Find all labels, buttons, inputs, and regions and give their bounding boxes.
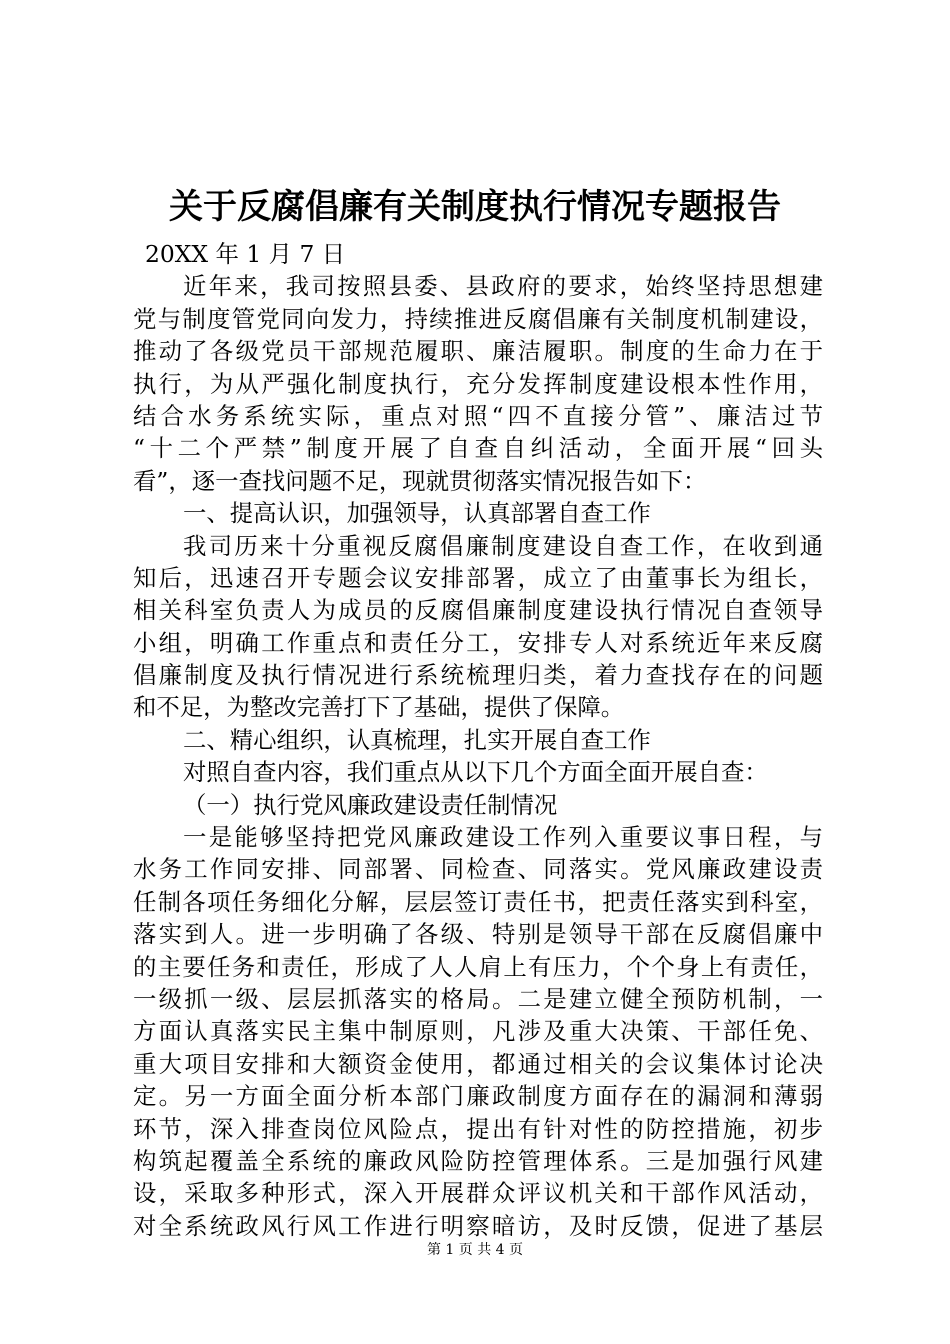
paragraph-line: 看”，逐一查找问题不足，现就贯彻落实情况报告如下： [133,466,707,495]
paragraph-line: 落实到人。进一步明确了各级、特别是领导干部在反腐倡廉中 [133,920,823,949]
paragraph-line: 环节，深入排查岗位风险点，提出有针对性的防控措施，初步 [133,1114,823,1143]
paragraph-line: 知后，迅速召开专题会议安排部署，成立了由董事长为组长， [133,563,823,592]
paragraph-line: 方面认真落实民主集中制原则，凡涉及重大决策、干部任免、 [133,1017,823,1046]
paragraph-line: 倡廉制度及执行情况进行系统梳理归类，着力查找存在的问题 [133,661,823,690]
paragraph-line: 二、精心组织，认真梳理，扎实开展自查工作 [183,725,651,754]
document-title: 关于反腐倡廉有关制度执行情况专题报告 [169,187,781,227]
paragraph-line: “十二个严禁”制度开展了自查自纠活动，全面开展“回头 [133,434,823,463]
paragraph-line: 构筑起覆盖全系统的廉政风险防控管理体系。三是加强行风建 [133,1146,823,1175]
paragraph-line: 近年来，我司按照县委、县政府的要求，始终坚持思想建 [183,272,823,301]
paragraph-line: 和不足，为整改完善打下了基础，提供了保障。 [133,693,625,722]
document-date: 20XX 年 1 月 7 日 [145,240,346,268]
paragraph-line: （一）执行党风廉政建设责任制情况 [183,790,558,819]
paragraph-line: 一是能够坚持把党风廉政建设工作列入重要议事日程，与 [183,823,823,852]
paragraph-line: 党与制度管党同向发力，持续推进反腐倡廉有关制度机制建设， [133,304,823,333]
paragraph-line: 相关科室负责人为成员的反腐倡廉制度建设执行情况自查领导 [133,596,823,625]
paragraph-line: 对全系统政风行风工作进行明察暗访，及时反馈，促进了基层 [133,1211,823,1240]
paragraph-line: 设，采取多种形式，深入开展群众评议机关和干部作风活动， [133,1179,823,1208]
document-body [133,238,823,1242]
paragraph-line: 的主要任务和责任，形成了人人肩上有压力，个个身上有责任， [133,952,823,981]
paragraph-line: 一、提高认识，加强领导，认真部署自查工作 [183,499,651,528]
paragraph-line: 一级抓一级、层层抓落实的格局。二是建立健全预防机制，一 [133,984,823,1013]
paragraph-line: 我司历来十分重视反腐倡廉制度建设自查工作，在收到通 [183,531,823,560]
paragraph-line: 水务工作同安排、同部署、同检查、同落实。党风廉政建设责 [133,855,823,884]
paragraph-line: 重大项目安排和大额资金使用，都通过相关的会议集体讨论决 [133,1049,823,1078]
page-footer: 第 1 页 共 4 页 [426,1242,524,1258]
paragraph-line: 结合水务系统实际，重点对照“四不直接分管”、廉洁过节 [133,401,823,430]
paragraph-line: 任制各项任务细化分解，层层签订责任书，把责任落实到科室， [133,887,823,916]
paragraph-line: 对照自查内容，我们重点从以下几个方面全面开展自查： [183,758,768,787]
paragraph-line: 执行，为从严强化制度执行，充分发挥制度建设根本性作用， [133,369,823,398]
paragraph-line: 推动了各级党员干部规范履职、廉洁履职。制度的生命力在于 [133,337,823,366]
paragraph-line: 小组，明确工作重点和责任分工，安排专人对系统近年来反腐 [133,628,823,657]
paragraph-line: 定。另一方面全面分析本部门廉政制度方面存在的漏洞和薄弱 [133,1082,823,1111]
